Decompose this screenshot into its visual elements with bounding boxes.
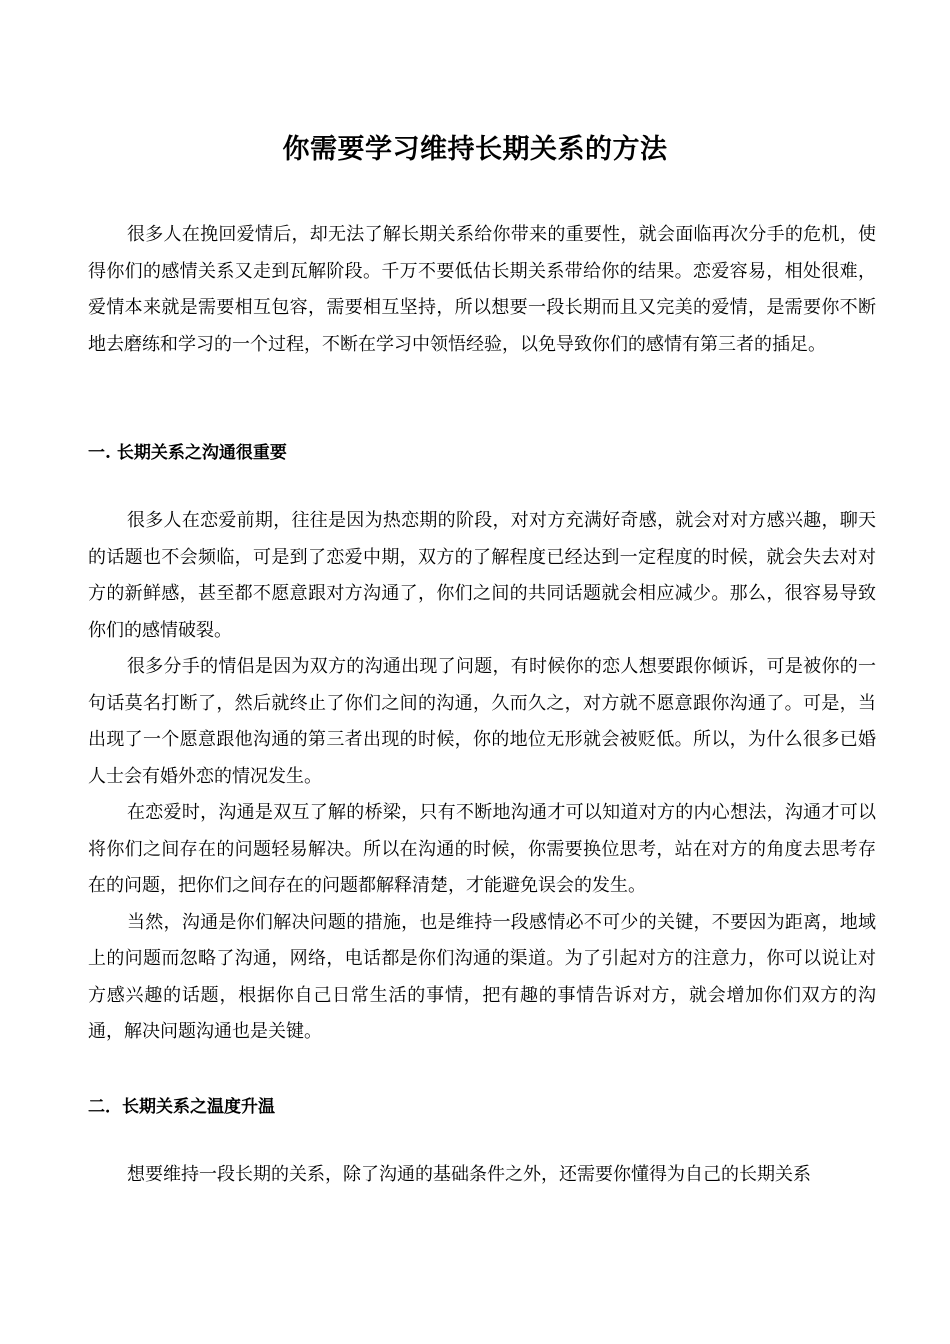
section-2-heading: 二．长期关系之温度升温 [88,1097,275,1117]
section-2-paragraph-1: 想要维持一段长期的关系，除了沟通的基础条件之外，还需要你懂得为自己的长期关系 [127,1164,811,1185]
section-1-paragraph-1: 很多人在恋爱前期，往往是因为热恋期的阶段，对对方充满好奇感，就会对对方感兴趣，聊天的话题也不会频临，可是到了恋爱中期，双方的了解程度已经达到一定程度的时候，就会失去对对方的新鲜感，甚至都不愿意跟对方沟通了，你们之间的共同话题就会相应减少。那么，很容易导致你们的感情破裂。 [88,510,876,641]
section-1-paragraph-3: 在恋爱时，沟通是双互了解的桥梁，只有不断地沟通才可以知道对方的内心想法，沟通才可以将你们之间存在的问题轻易解决。所以在沟通的时候，你需要换位思考，站在对方的角度去思考存在的问题，把你们之间存在的问题都解释清楚，才能避免误会的发生。 [88,802,876,896]
section-1-paragraph-4: 当然，沟通是你们解决问题的措施，也是维持一段感情必不可少的关键，不要因为距离，地域上的问题而忽略了沟通，网络，电话都是你们沟通的渠道。为了引起对方的注意力，你可以说让对方感兴趣的话题，根据你自己日常生活的事情，把有趣的事情告诉对方，就会增加你们双方的沟通，解决问题沟通也是关键。 [88,911,876,1042]
intro-paragraph: 很多人在挽回爱情后，却无法了解长期关系给你带来的重要性，就会面临再次分手的危机，使得你们的感情关系又走到瓦解阶段。千万不要低估长期关系带给你的结果。恋爱容易，相处很难，爱情本来就是需要相互包容，需要相互坚持，所以想要一段长期而且又完美的爱情，是需要你不断地去磨练和学习的一个过程，不断在学习中领悟经验，以免导致你们的感情有第三者的插足。 [88,224,876,355]
intro-section [88,217,876,363]
document-title: 你需要学习维持长期关系的方法 [282,134,668,165]
section-2-body [88,1157,876,1194]
section-1-paragraph-2: 很多分手的情侣是因为双方的沟通出现了问题，有时候你的恋人想要跟你倾诉，可是被你的一句话莫名打断了，然后就终止了你们之间的沟通，久而久之，对方就不愿意跟你沟通了。可是，当出现了一个愿意跟他沟通的第三者出现的时候，你的地位无形就会被贬低。所以，为什么很多已婚人士会有婚外恋的情况发生。 [88,656,876,787]
section-1-body [88,503,876,1051]
section-1-heading: 一. 长期关系之沟通很重要 [88,443,287,463]
